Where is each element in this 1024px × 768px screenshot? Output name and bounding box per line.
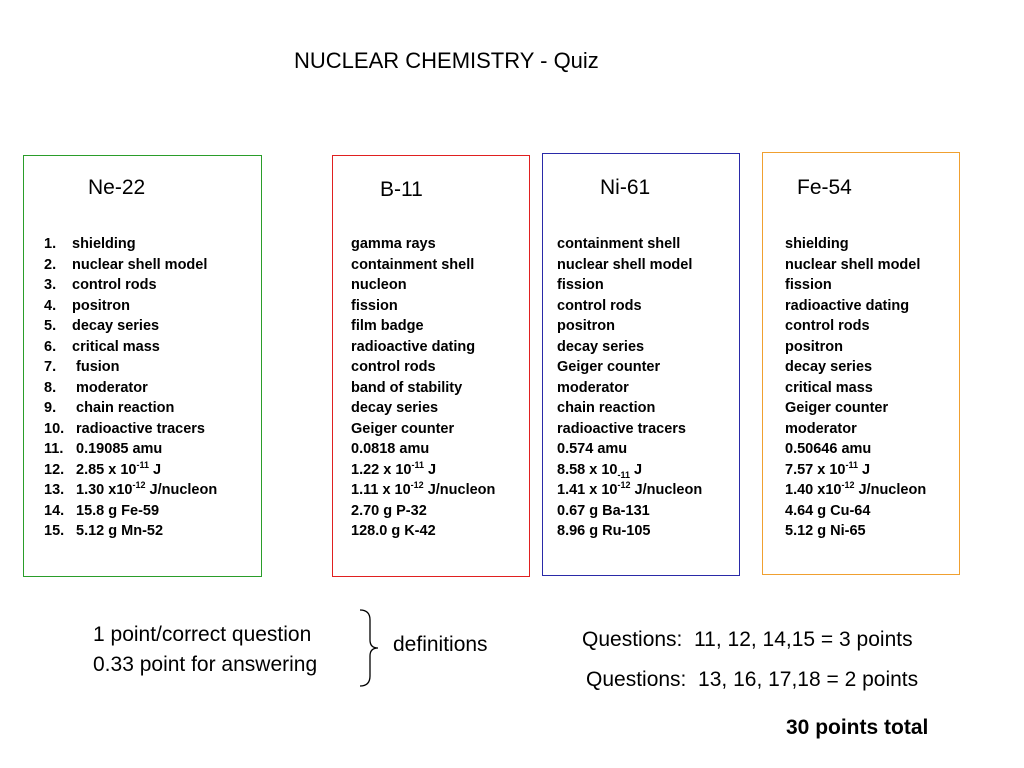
list-item: 0.67 g Ba-131 bbox=[557, 502, 650, 519]
definitions-label: definitions bbox=[393, 633, 488, 656]
scoring-line-1: 1 point/correct question bbox=[93, 623, 312, 646]
list-item: nuclear shell model bbox=[557, 256, 693, 273]
list-item: shielding bbox=[785, 236, 849, 252]
list-item: 5. decay series bbox=[44, 318, 160, 334]
list-item: 4.64 g Cu-64 bbox=[785, 502, 871, 519]
list-item: nucleon bbox=[351, 277, 407, 293]
list-item: positron bbox=[557, 318, 615, 334]
list-item: moderator bbox=[785, 420, 857, 437]
list-item: 8. moderator bbox=[44, 379, 148, 396]
list-item: 1.41 x $10^{-12}$ J/nucleon bbox=[557, 480, 703, 498]
list-item: Geiger counter bbox=[557, 359, 661, 375]
list-item: nuclear shell model bbox=[785, 256, 921, 273]
card-title-fe-54: Fe-54 bbox=[797, 176, 852, 199]
list-item: containment shell bbox=[557, 236, 681, 252]
right-brace-icon bbox=[358, 608, 380, 688]
questions-2-points: Questions: 13, 16, 17,18 = 2 points bbox=[586, 668, 919, 691]
points-total: 30 points total bbox=[786, 716, 929, 739]
list-item: 10. radioactive tracers bbox=[44, 420, 205, 437]
list-item: control rods bbox=[557, 297, 642, 314]
scoring-line-2: 0.33 point for answering bbox=[93, 653, 318, 676]
list-item: moderator bbox=[557, 379, 629, 396]
list-item: fission bbox=[557, 277, 604, 293]
scoring-note bbox=[93, 620, 317, 680]
list-item: 2. nuclear shell model bbox=[44, 256, 208, 273]
list-item: Geiger counter bbox=[351, 420, 455, 437]
list-item: 0.574 amu bbox=[557, 441, 628, 457]
list-item: radioactive dating bbox=[785, 297, 910, 314]
answer-list-fe-54 bbox=[785, 234, 926, 542]
questions-3-points: Questions: 11, 12, 14,15 = 3 points bbox=[582, 628, 913, 651]
list-item: radioactive tracers bbox=[557, 420, 686, 437]
list-item: Geiger counter bbox=[785, 400, 889, 416]
list-item: 1.11 x $10^{-12}$ J/nucleon bbox=[351, 480, 496, 498]
list-item: 0.50646 amu bbox=[785, 441, 872, 457]
list-item: 9. chain reaction bbox=[44, 400, 175, 416]
list-item: 7.57 x $10^{-11}$ J bbox=[785, 459, 871, 478]
list-item: 4. positron bbox=[44, 297, 130, 314]
card-title-b-11: B-11 bbox=[380, 178, 423, 201]
list-item: 0.0818 amu bbox=[351, 441, 430, 457]
list-item: control rods bbox=[785, 318, 870, 334]
list-item: 8.96 g Ru-105 bbox=[557, 523, 651, 539]
list-item: 3. control rods bbox=[44, 277, 157, 293]
list-item: decay series bbox=[785, 359, 873, 375]
list-item: 13. 1.30 $x10^{-12}$ J/nucleon bbox=[44, 480, 218, 498]
list-item: decay series bbox=[351, 400, 439, 416]
list-item: radioactive dating bbox=[351, 338, 476, 355]
list-item: 5.12 g Ni-65 bbox=[785, 523, 866, 539]
list-item: fission bbox=[785, 277, 832, 293]
list-item: critical mass bbox=[785, 379, 873, 396]
answer-list-ne-22 bbox=[44, 234, 217, 542]
list-item: 15. 5.12 g Mn-52 bbox=[44, 523, 164, 539]
list-item: control rods bbox=[351, 359, 436, 375]
answer-list-b-11 bbox=[351, 234, 495, 542]
answer-list-ni-61 bbox=[557, 234, 702, 542]
list-item: 1. shielding bbox=[44, 236, 136, 252]
list-item: containment shell bbox=[351, 256, 475, 273]
page-title: NUCLEAR CHEMISTRY - Quiz bbox=[294, 48, 599, 73]
list-item: 2.70 g P-32 bbox=[351, 502, 427, 519]
list-item: 8.58 x $10_{-11}$ J bbox=[557, 461, 643, 480]
list-item: 1.40 $x10^{-12}$ J/nucleon bbox=[785, 480, 927, 498]
list-item: 7. fusion bbox=[44, 359, 120, 375]
list-item: film badge bbox=[351, 318, 424, 334]
list-item: fission bbox=[351, 297, 398, 314]
list-item: 1.22 x $10^{-11}$ J bbox=[351, 459, 437, 478]
list-item: 11. 0.19085 amu bbox=[44, 441, 163, 457]
list-item: band of stability bbox=[351, 379, 463, 396]
list-item: positron bbox=[785, 338, 843, 355]
list-item: 6. critical mass bbox=[44, 338, 160, 355]
card-title-ne-22: Ne-22 bbox=[88, 176, 146, 199]
card-title-ni-61: Ni-61 bbox=[600, 176, 651, 199]
list-item: chain reaction bbox=[557, 400, 656, 416]
list-item: 14. 15.8 g Fe-59 bbox=[44, 502, 160, 519]
list-item: decay series bbox=[557, 338, 645, 355]
list-item: 12. 2.85 x $10^{-11}$ J bbox=[44, 459, 162, 478]
list-item: gamma rays bbox=[351, 236, 436, 252]
list-item: 128.0 g K-42 bbox=[351, 523, 436, 539]
